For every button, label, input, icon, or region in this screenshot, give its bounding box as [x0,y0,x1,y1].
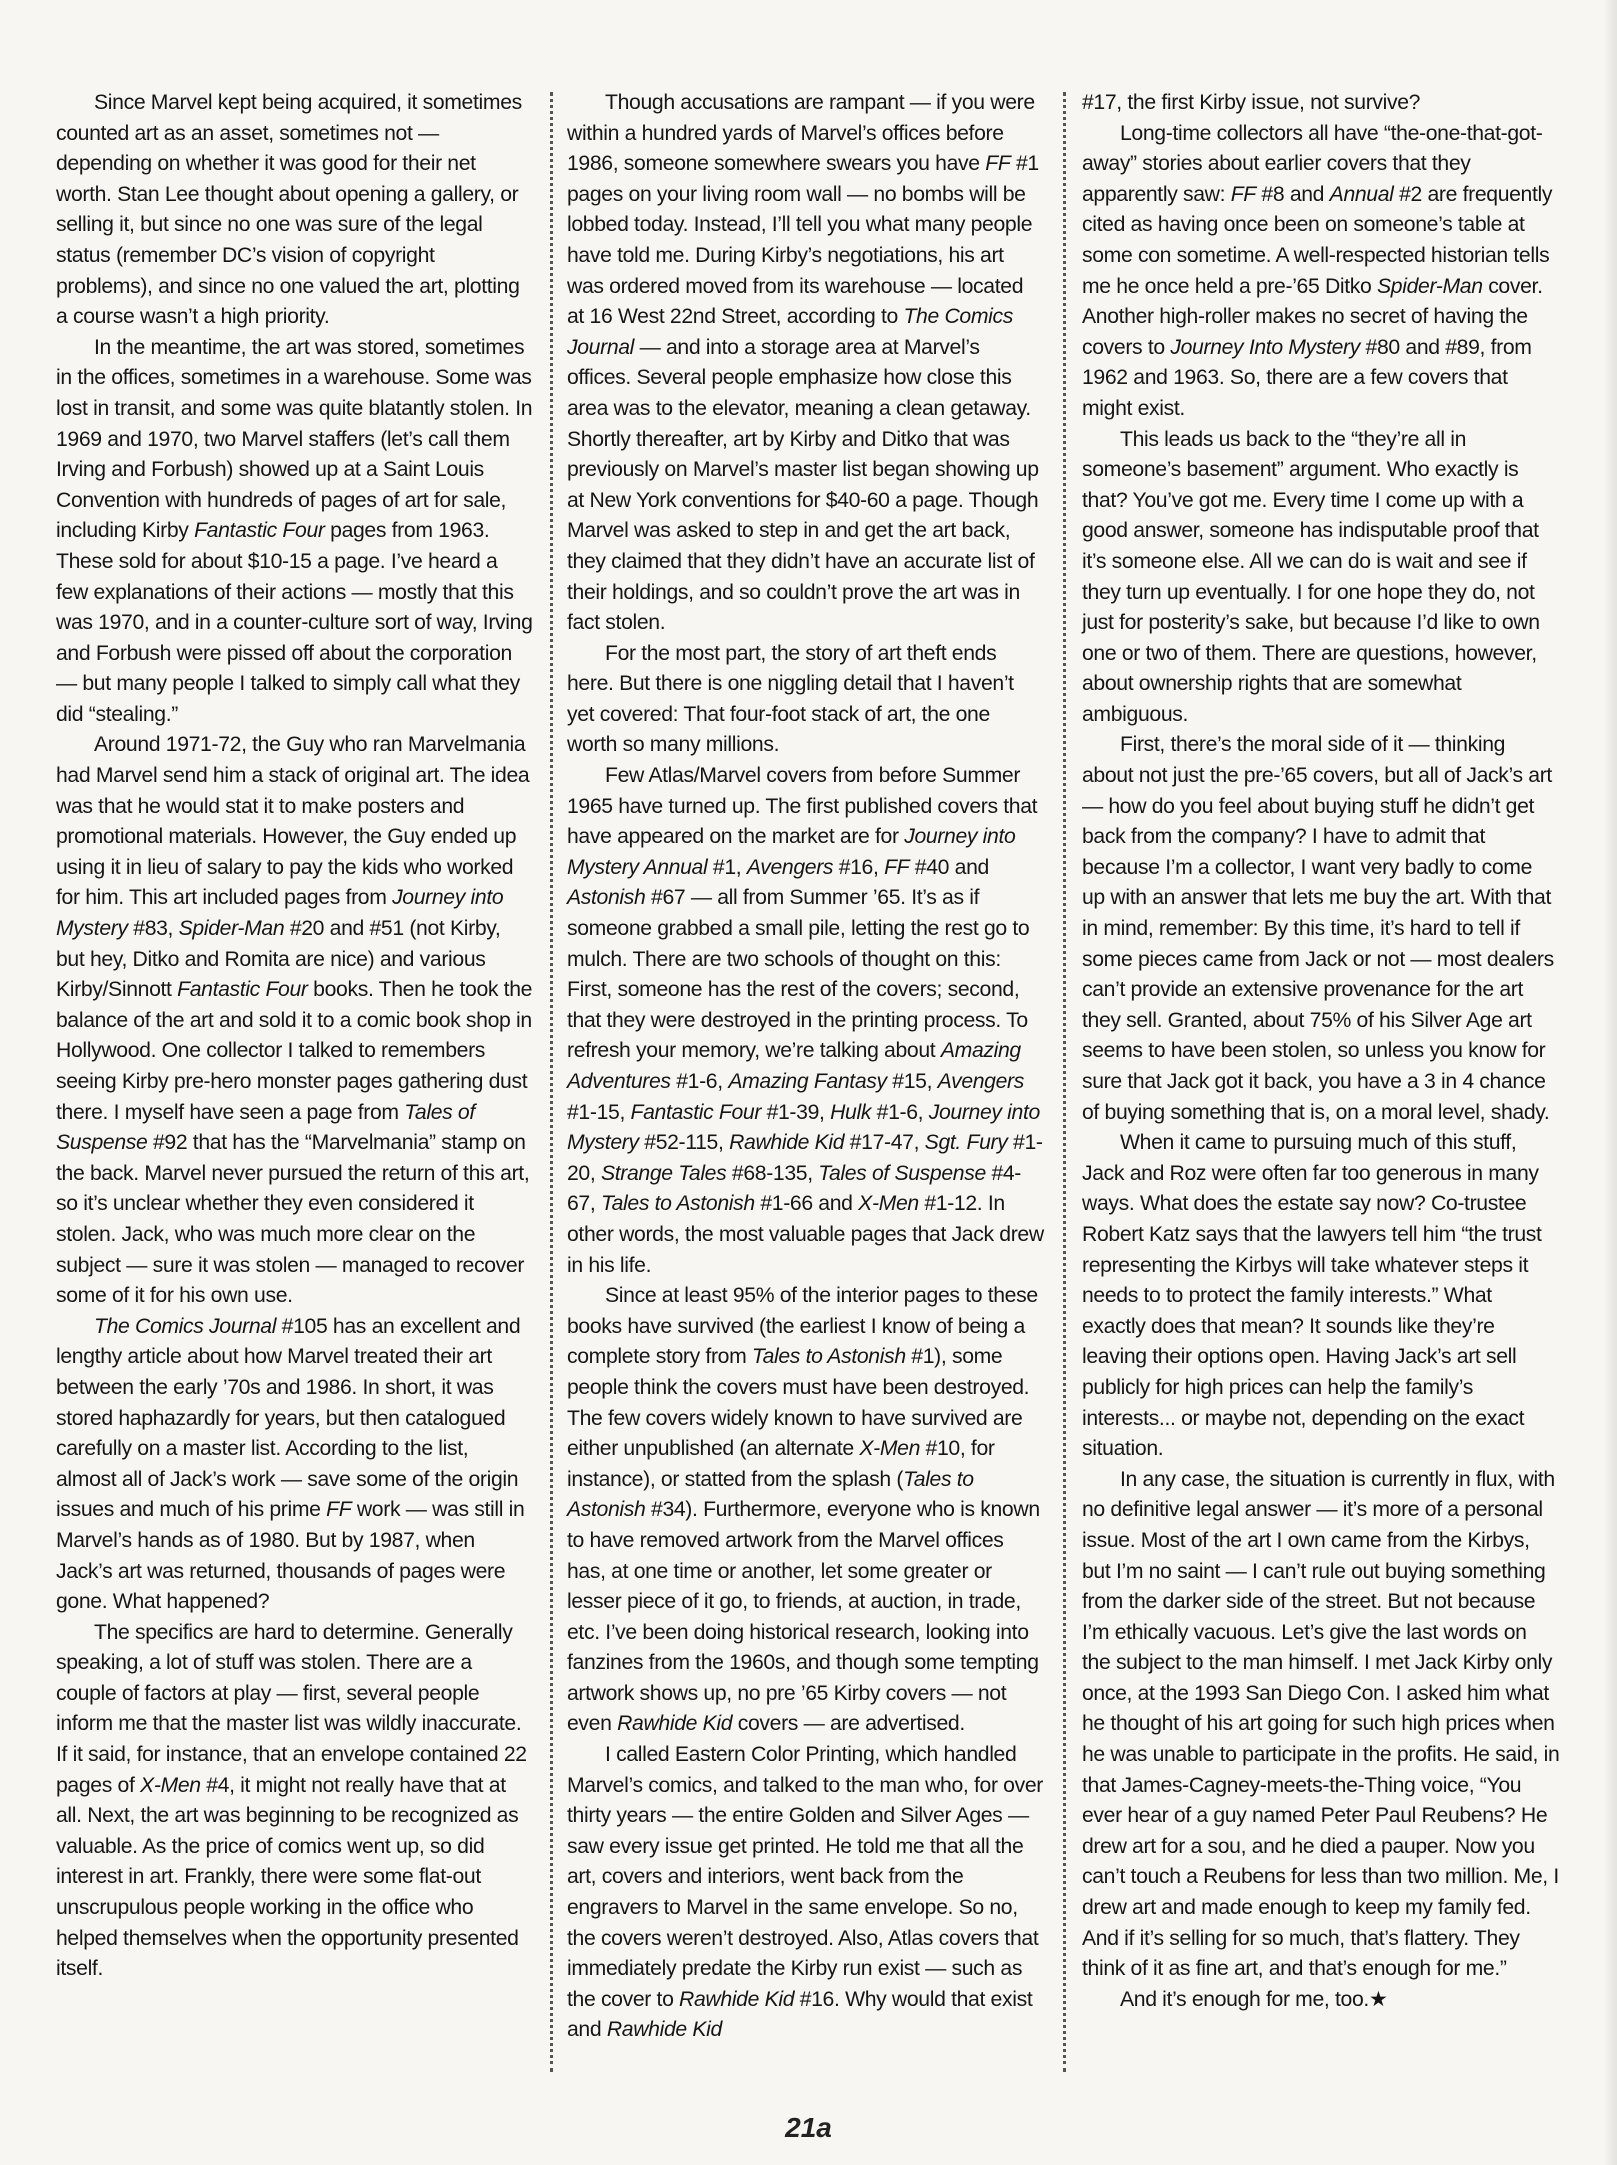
text-run: #105 has an excellent and lengthy article about how Marvel treated their art between the early ’70s and 1986. In short, it was stored haphazardly for years, but then catalogued carefully on a master list. According to the list, almost all of Jack’s work — save some of the origin issues and much of his prime [56,1314,521,1522]
text-run: #1-12. In other words, the most valuable pages that Jack drew in his life. [567,1192,1044,1277]
text-run: #8 and [1255,182,1330,206]
text-run: #1-39, [761,1100,831,1124]
italic-title: Amazing Adventures [567,1039,1021,1093]
italic-title: Tales to Astonish [567,1467,974,1522]
text-run: cover. Another high-roller makes no secret of having the covers to [1082,274,1543,359]
italic-title: X-Men [140,1773,201,1797]
text-run: #1), some people think the covers must have been destroyed. The few covers widely known to have survived are either unpublished (an alternate [567,1345,1030,1461]
body-paragraph [567,639,1045,761]
italic-title: X-Men [858,1192,919,1216]
italic-title: Fantastic Four [194,519,325,543]
italic-title: FF [1230,182,1256,206]
body-paragraph [56,88,534,333]
italic-title: Tales of Suspense [818,1161,986,1185]
body-paragraph [1082,1128,1560,1465]
italic-title: Spider-Man [178,917,285,941]
text-run: In the meantime, the art was stored, sometimes in the offices, sometimes in a warehouse. Some was lost in transit, and some was quite blatantly stolen. In 1969 and 1970, two Marvel staffers (let’s call them Irving and Forbush) showed up at a Saint Louis Convention with hundreds of pages of art for sale, including Kirby [56,335,533,543]
italic-title: Tales of Suspense [56,1100,475,1155]
body-paragraph [56,1312,534,1618]
italic-title: Journey into Mystery [567,1100,1040,1155]
column-divider-1 [550,92,553,2072]
text-run: covers — are advertised. [732,1712,965,1736]
italic-title: Fantastic Four [630,1100,762,1124]
text-run: I called Eastern Color Printing, which handled Marvel’s comics, and talked to the man who, for over thirty years — the entire Golden and Silver Ages — saw every issue get printed. He told me that all the art, covers and interiors, went back from the engravers to Marvel in the same envelope. So no, the covers weren’t destroyed. Also, Atlas covers that immediately predate the Kirby run exist — such as the cover to [567,1743,1044,2011]
text-run: #4-67, [567,1161,1022,1216]
text-run: books. Then he took the balance of the art and sold it to a comic book shop in Hollywood. One collector I talked to remembers seeing Kirby pre-hero monster pages gathering dust there. I myself have seen a page from [56,978,533,1124]
text-run: — and into a storage area at Marvel’s offices. Several people emphasize how close this area was to the elevator, meaning a clean getaway. Shortly thereafter, art by Kirby and Ditko that was previously on Marvel’s master list began showing up at New York conventions for $40-60 a page. Though Marvel was asked to step in and get the art back, they claimed that they didn’t have an accurate list of their holdings, and so couldn’t prove the art was in fact stolen. [567,335,1039,635]
italic-title: Rawhide Kid [729,1131,845,1155]
text-run: This leads us back to the “they’re all in someone’s basement” argument. Who exactly is that? You’ve got me. Every time I come up with a good answer, someone has indisputable proof that it’s someone else. All we can do is wait and see if they turn up eventually. I for one hope they do, not just for posterity’s sake, but because I’d like to own one or two of them. There are questions, however, about ownership rights that are somewhat ambiguous. [1082,427,1540,726]
text-run: #34). Furthermore, everyone who is known to have removed artwork from the Marvel offices has, at one time or another, let some greater or lesser piece of it go, to friends, at auction, in trade, etc. I’ve been doing historical research, looking into fanzines from the 1960s, and though some tempting artwork shows up, no pre ’65 Kirby covers — not even [567,1498,1040,1736]
italic-title: FF [985,152,1011,176]
text-run: #1, [707,855,747,879]
italic-title: Amazing Fantasy [728,1070,887,1093]
body-paragraph [1082,119,1560,425]
text-run: #1-15, [567,1100,631,1124]
italic-title: Rawhide Kid [679,1987,795,2011]
text-run: #17, the first Kirby issue, not survive? [1082,91,1421,114]
text-run: #83, [127,917,179,941]
text-run: Since at least 95% of the interior pages to these books have survived (the earliest I know of being a complete story from [567,1284,1038,1369]
italic-title: FF [884,855,910,879]
text-run: #1-20, [567,1131,1043,1185]
end-star-icon: ★ [1368,1987,1388,2011]
text-run: #1 pages on your living room wall — no bombs will be lobbed today. Instead, I’ll tell you what many people have told me. During Kirby’s negotiations, his art was ordered moved from its warehouse — located at 16 West 22nd Street, according to [567,152,1039,329]
text-run: #10, for instance), or statted from the splash ( [567,1437,995,1491]
italic-title: The Comics Journal [567,305,1013,359]
text-run: #16, [833,855,885,879]
text-run: #1-6, [871,1100,929,1124]
body-paragraph [56,730,534,1311]
body-paragraph [567,1281,1045,1740]
italic-title: Annual [1329,182,1394,206]
column-divider-2 [1063,92,1066,2072]
italic-title: Hulk [830,1100,872,1124]
text-run: In any case, the situation is currently in flux, with no definitive legal answer — it’s more of a personal issue. Most of the art I own came from the Kirbys, but I’m no saint — I can’t rule out buying something from the darker side of the street. But not because I’m ethically vacuous. Let’s give the last words on the subject to the man himself. I met Jack Kirby only once, at the 1993 San Diego Con. I asked him what he thought of his art going for such high prices when he was unable to participate in the profits. He said, in that James-Cagney-meets-the-Thing voice, “You ever hear of a guy named Peter Paul Reubens? He drew art for a sou, and he died a pauper. Now you can’t touch a Reubens for less than two million. Me, I drew art and made enough to keep my family fed. And if it’s selling for so much, that’s flattery. They think of it as fine art, and that’s enough for me.” [1082,1467,1560,1981]
italic-title: Tales to Astonish [600,1192,755,1216]
page-edge-shadow [1603,0,1617,2165]
text-run: #67 — all from Summer ’65. It’s as if someone grabbed a small pile, letting the rest go to mulch. There are two schools of thought on this: First, someone has the rest of the covers; second, that they were destroyed in the printing process. To refresh your memory, we’re talking about [567,886,1030,1063]
italic-title: Rawhide Kid [617,1712,733,1736]
text-run: Though accusations are rampant — if you were within a hundred yards of Marvel’s offices before 1986, someone somewhere swears you have [567,91,1035,176]
italic-title: Tales to Astonish [751,1345,906,1369]
body-paragraph [567,88,1045,639]
text-run: And it’s enough for me, too. [1120,1987,1369,2011]
text-run: #17-47, [844,1131,925,1155]
italic-title: Astonish [567,886,646,910]
text-run: #92 that has the “Marvelmania” stamp on the back. Marvel never pursued the return of this art, so it’s unclear whether they even considered it stolen. Jack, who was much more clear on the subject — sure it was stolen — managed to recover some of it for his own use. [56,1131,530,1308]
text-column-1 [56,88,534,1985]
text-run: #52-115, [638,1131,730,1155]
page-number: 21a [785,2112,832,2143]
italic-title: Sgt. Fury [924,1131,1008,1155]
italic-title: Rawhide Kid [606,2018,722,2042]
italic-title: Fantastic Four [177,978,308,1002]
text-run: #40 and [909,855,989,879]
italic-title: Journey into Mystery [56,886,504,941]
text-run: The specifics are hard to determine. Generally speaking, a lot of stuff was stolen. There are a couple of factors at play — first, several people inform me that the master list was wildly inaccurate. If it said, for instance, that an envelope contained 22 pages of [56,1620,527,1797]
italic-title: FF [326,1498,352,1522]
italic-title: Journey into Mystery Annual [567,825,1016,879]
body-paragraph [1082,730,1560,1128]
text-run: #1-66 and [754,1192,859,1216]
text-run: Few Atlas/Marvel covers from before Summer 1965 have turned up. The first published covers that have appeared on the market are for [567,764,1038,849]
text-run: #20 and #51 (not Kirby, but hey, Ditko and Romita are nice) and various Kirby/Sinnott [56,917,501,1002]
body-paragraph [1082,1985,1560,2016]
text-run: #1-6, [670,1070,729,1093]
text-run: #16. Why would that exist and [567,1987,1033,2042]
body-paragraph [567,1740,1045,2046]
text-run: First, there’s the moral side of it — thinking about not just the pre-’65 covers, but all of Jack’s art — how do you feel about buying stuff he didn’t get back from the company? I have to admit that because I’m a collector, I want very badly to come up with an answer that lets me buy the art. With that in mind, remember: By this time, it’s hard to tell if some pieces came from Jack or not — most dealers can’t provide an extensive provenance for the art they sell. Granted, about 75% of his Silver Age art seems to have been stolen, so unless you know for sure that Jack got it back, you have a 3 in 4 chance of buying something that is, on a moral level, shady. [1082,733,1554,1124]
body-paragraph [1082,425,1560,731]
text-run: Around 1971-72, the Guy who ran Marvelmania had Marvel send him a stack of original art. The idea was that he would stat it to make posters and promotional materials. However, the Guy ended up using it in lieu of salary to pay the kids who worked for him. This art included pages from [56,733,530,910]
text-run: #15, [886,1070,938,1093]
body-paragraph [1082,1465,1560,1985]
text-run: pages from 1963. These sold for about $10-15 a page. I’ve heard a few explanations of their actions — mostly that this was 1970, and in a counter-culture sort of way, Irving and Forbush were pissed off about the corporation — but many people I talked to simply call what they did “stealing.” [56,519,533,726]
text-column-3 [1082,88,1560,2015]
italic-title: Avengers [746,855,834,879]
text-run: work — was still in Marvel’s hands as of 1980. But by 1987, when Jack’s art was returned, thousands of pages were gone. What happened? [56,1498,525,1614]
text-run: When it came to pursuing much of this stuff, Jack and Roz were often far too generous in many ways. What does the estate say now? Co-trustee Robert Katz says that the lawyers tell him “the trust representing the Kirbys will take whatever steps it needs to to protect the family interests.” What exactly does that mean? It sounds like they’re leaving their options open. Having Jack’s art sell publicly for high prices can help the family’s interests... or maybe not, depending on the exact situation. [1082,1131,1542,1461]
body-paragraph [567,761,1045,1281]
text-run: #2 are frequently cited as having once been on someone’s table at some con sometime. A well-respected historian tells me he once held a pre-’65 Ditko [1082,182,1553,298]
text-run: #68-135, [726,1161,819,1185]
italic-title: The Comics Journal [94,1314,277,1338]
text-column-2 [567,88,1045,2046]
italic-title: Avengers [937,1070,1024,1093]
body-paragraph [1082,88,1560,119]
text-run: Since Marvel kept being acquired, it sometimes counted art as an asset, sometimes not — depending on whether it was good for their net worth. Stan Lee thought about opening a gallery, or selling it, but since no one was sure of the legal status (remember DC’s vision of copyright problems), and since no one valued the art, plotting a course wasn’t a high priority. [56,91,522,329]
italic-title: X-Men [859,1437,921,1461]
text-run: For the most part, the story of art theft ends here. But there is one niggling detail that I haven’t yet covered: That four-foot stack of art, the one worth so many millions. [567,641,1014,757]
text-run: Long-time collectors all have “the-one-that-got-away” stories about earlier covers that they apparently saw: [1082,121,1543,206]
body-paragraph [56,1618,534,1985]
body-paragraph [56,333,534,731]
italic-title: Journey Into Mystery [1170,335,1361,359]
text-run: #4, it might not really have that at all. Next, the art was beginning to be recognized as valuable. As the price of comics went up, so did interest in art. Frankly, there were some flat-out unscrupulous people working in the office who helped themselves when the opportunity presented itself. [56,1773,519,1981]
italic-title: Spider-Man [1377,274,1483,298]
text-run: #80 and #89, from 1962 and 1963. So, there are a few covers that might exist. [1082,335,1532,420]
italic-title: Strange Tales [600,1161,727,1185]
